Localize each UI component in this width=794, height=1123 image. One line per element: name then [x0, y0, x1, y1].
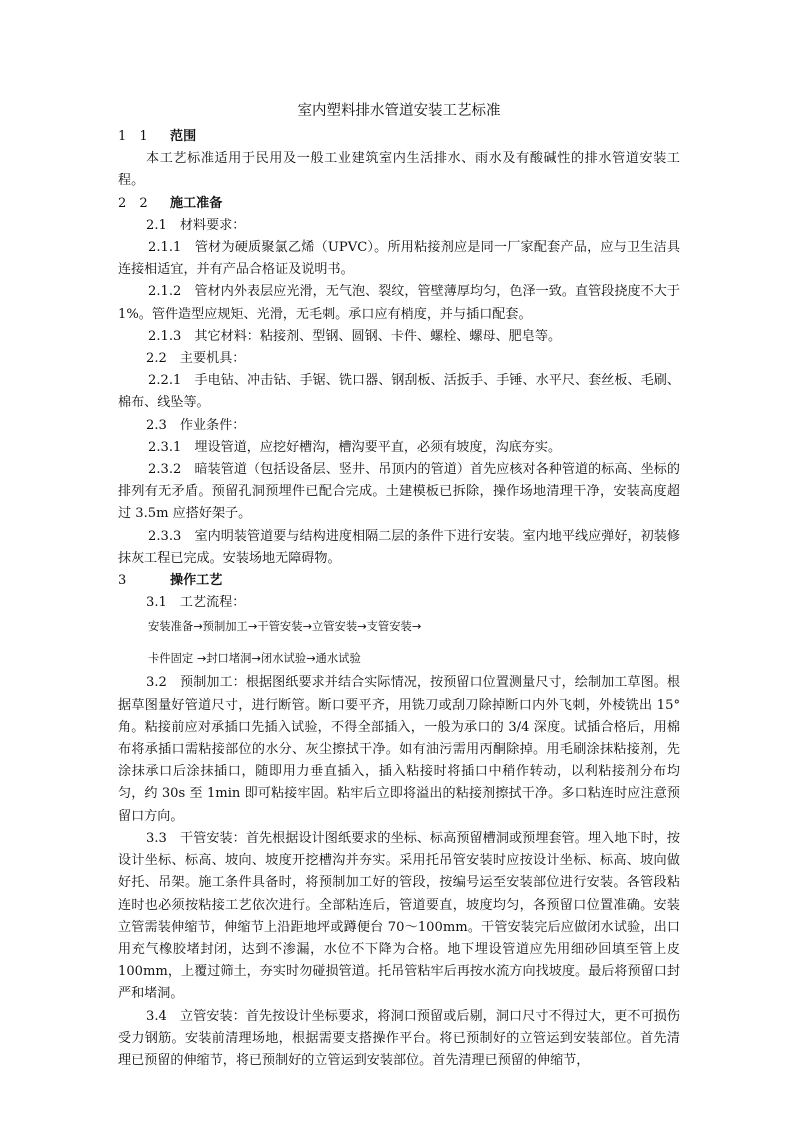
- document-body: [118, 98, 680, 1072]
- subheading-3-1: 3.1 工艺流程：: [146, 595, 246, 611]
- process-flow-line-2: 卡件固定 →封口堵洞→闭水试验→通水试验: [148, 652, 361, 666]
- paragraph-2-3-2: 2.3.2 暗装管道（包括设备层、竖井、吊顶内的管道）首先应核对各种管道的标高、坐标的排列有无矛盾。预留孔洞预埋件已配合完成。土建模板已拆除，操作场地清理干净，安装高度超过 3.5m 应搭好架子。: [118, 462, 680, 522]
- section-heading-text: 施工准备: [170, 195, 223, 211]
- paragraph-2-3-1: 2.3.1 埋设管道，应挖好槽沟，槽沟要平直，必须有坡度，沟底夯实。: [148, 439, 562, 455]
- paragraph-2-3-3: 2.3.3 室内明装管道要与结构进度相隔二层的条件下进行安装。室内地平线应弹好，初装修抹灰工程已完成。安装场地无障碍物。: [118, 528, 680, 566]
- section-heading-text: 操作工艺: [170, 573, 223, 589]
- subheading-2-2: 2.2 主要机具：: [146, 351, 246, 367]
- paragraph-3-3: 3.3 干管安装：首先根据设计图纸要求的坐标、标高预留槽洞或预埋套管。埋入地下时，按设计坐标、标高、坡向、坡度开挖槽沟并夯实。采用托吊管安装时应按设计坐标、标高、坡向做好托、吊架。施工条件具备时，将预制加工好的管段，按编号运至安装部位进行安装。各管段粘连时也必须按粘接工艺依次进行。全部粘连后，管道要直，坡度均匀，各预留口位置准确。安装立管需装伸缩节，伸缩节上沿距地坪或蹲便台 70～100mm。干管安装完后应做闭水试验，出口用充气橡胶堵封闭，达到不渗漏，水位不下降为合格。地下埋设管道应先用细砂回填至管上皮 100mm，上覆过筛土，夯实时勿碰损管道。托吊管粘牢后再按水流方向找坡度。最后将预留口封严和堵洞。: [118, 830, 680, 1002]
- section-heading-scope: [118, 126, 680, 148]
- section-heading-preparation: [118, 193, 680, 215]
- section-number: 2 2: [118, 195, 148, 211]
- section-heading-operation: [118, 570, 680, 592]
- process-flow-line-1: 安装准备→预制加工→干管安装→立管安装→支管安装→: [148, 620, 422, 634]
- paragraph-2-1-2: 2.1.2 管材内外表层应光滑，无气泡、裂纹，管壁薄厚均匀，色泽一致。直管段挠度不大于 1%。管件造型应规矩、光滑，无毛刺。承口应有梢度，并与插口配套。: [118, 284, 680, 322]
- paragraph-2-1-1: 2.1.1 管材为硬质聚氯乙烯（UPVC）。所用粘接剂应是同一厂家配套产品，应与卫生洁具连接相适宜，并有产品合格证及说明书。: [118, 240, 680, 278]
- paragraph-scope: 本工艺标准适用于民用及一般工业建筑室内生活排水、雨水及有酸碱性的排水管道安装工程。: [118, 151, 680, 189]
- subheading-2-1: 2.1 材料要求：: [146, 217, 246, 233]
- paragraph-2-2-1: 2.2.1 手电钻、冲击钻、手锯、铣口器、钢刮板、活扳手、手锤、水平尺、套丝板、毛刷、棉布、线坠等。: [118, 373, 680, 411]
- paragraph-3-4: 3.4 立管安装：首先按设计坐标要求，将洞口预留或后剔，洞口尺寸不得过大，更不可损伤受力钢筋。安装前清理场地，根据需要支搭操作平台。将已预制好的立管运到安装部位。首先清理已预留的伸缩节，将已预制好的立管运到安装部位。首先清理已预留的伸缩节，: [118, 1008, 680, 1068]
- subheading-2-3: 2.3 作业条件：: [146, 417, 246, 433]
- paragraph-3-2: 3.2 预制加工：根据图纸要求并结合实际情况，按预留口位置测量尺寸，绘制加工草图。根据草图量好管道尺寸，进行断管。断口要平齐，用铣刀或刮刀除掉断口内外飞刺，外棱铣出 15° 角。粘接前应对承插口先插入试验，不得全部插入，一般为承口的 3/4 深度。试插合格后，用棉布将承插口需粘接部位的水分、灰尘擦拭干净。如有油污需用丙酮除掉。用毛刷涂抹粘接剂，先涂抹承口后涂抹插口，随即用力垂直插入，插入粘接时将插口中稍作转动，以利粘接剂分布均匀，约 30s 至 1min 即可粘接牢固。粘牢后立即将溢出的粘接剂擦拭干净。多口粘连时应注意预留口方向。: [118, 675, 680, 824]
- page-title: 室内塑料排水管道安装工艺标准: [297, 103, 501, 119]
- section-heading-text: 范围: [170, 129, 197, 144]
- section-number: 1 1: [118, 129, 148, 144]
- paragraph-2-1-3: 2.1.3 其它材料：粘接剂、型钢、圆钢、卡件、螺栓、螺母、肥皂等。: [148, 328, 562, 344]
- section-number: 3: [118, 573, 127, 589]
